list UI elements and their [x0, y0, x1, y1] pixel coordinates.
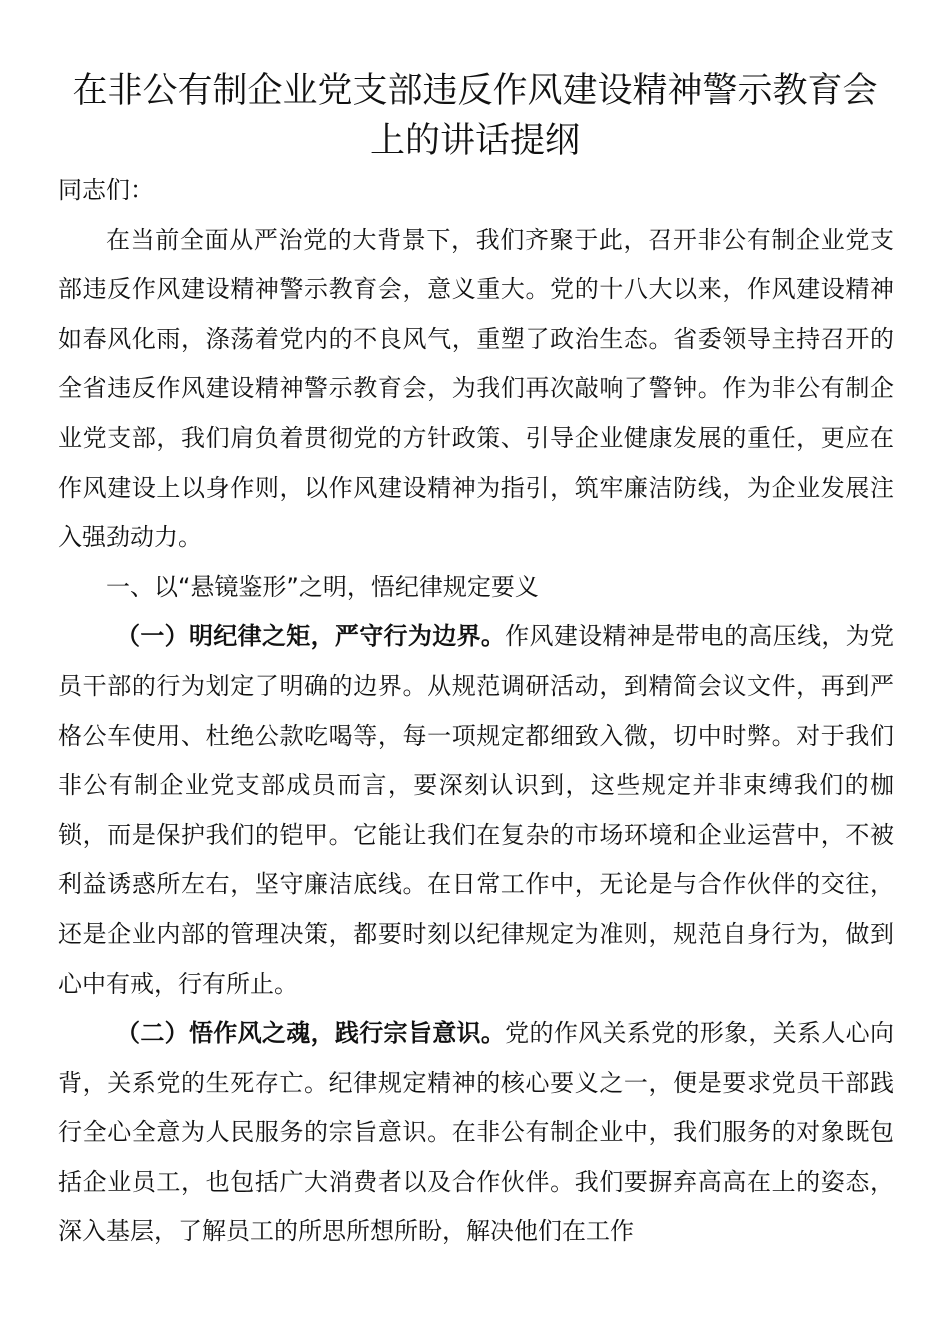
title-line-2: 上的讲话提纲: [369, 121, 580, 161]
subsection-2-body: 党的作风关系党的形象，关系人心向背，关系党的生死存亡。纪律规定精神的核心要义之一，便是要求党员干部践行全心全意为人民服务的宗旨意识。在非公有制企业中，我们服务的对象既包括企业员工，也包括广大消费者以及合作伙伴。我们要摒弃高高在上的姿态，深入基层，了解员工的所思所想所盼，解决他们在工作: [58, 1019, 895, 1246]
subsection-1-paragraph: [58, 612, 894, 1009]
subsection-1-heading: （一）明纪律之矩，严守行为边界。: [116, 622, 506, 651]
intro-paragraph: 在当前全面从严治党的大背景下，我们齐聚于此，召开非公有制企业党支部违反作风建设精神警示教育会，意义重大。党的十八大以来，作风建设精神如春风化雨，涤荡着党内的不良风气，重塑了政治生态。省委领导主持召开的全省违反作风建设精神警示教育会，为我们再次敲响了警钟。作为非公有制企业党支部，我们肩负着贯彻党的方针政策、引导企业健康发展的重任，更应在作风建设上以身作则，以作风建设精神为指引，筑牢廉洁防线，为企业发展注入强劲动力。: [58, 225, 894, 552]
section-heading-1: 一、以“悬镜鉴形”之明，悟纪律规定要义: [106, 572, 539, 601]
title-line-1: 在非公有制企业党支部违反作风建设精神警示教育会: [72, 71, 878, 111]
subsection-2-paragraph: [58, 1009, 894, 1257]
salutation: 同志们：: [58, 176, 154, 204]
document-title: [40, 66, 910, 166]
document-body: [58, 166, 894, 1257]
subsection-1-body: 作风建设精神是带电的高压线，为党员干部的行为划定了明确的边界。从规范调研活动，到精简会议文件，再到严格公车使用、杜绝公款吃喝等，每一项规定都细致入微，切中时弊。对于我们非公有制企业党支部成员而言，要深刻认识到，这些规定并非束缚我们的枷锁，而是保护我们的铠甲。它能让我们在复杂的市场环境和企业运营中，不被利益诱惑所左右，坚守廉洁底线。在日常工作中，无论是与合作伙伴的交往，还是企业内部的管理决策，都要时刻以纪律规定为准则，规范自身行为，做到心中有戒，行有所止。: [58, 622, 895, 998]
subsection-2-heading: （二）悟作风之魂，践行宗旨意识。: [116, 1019, 506, 1048]
